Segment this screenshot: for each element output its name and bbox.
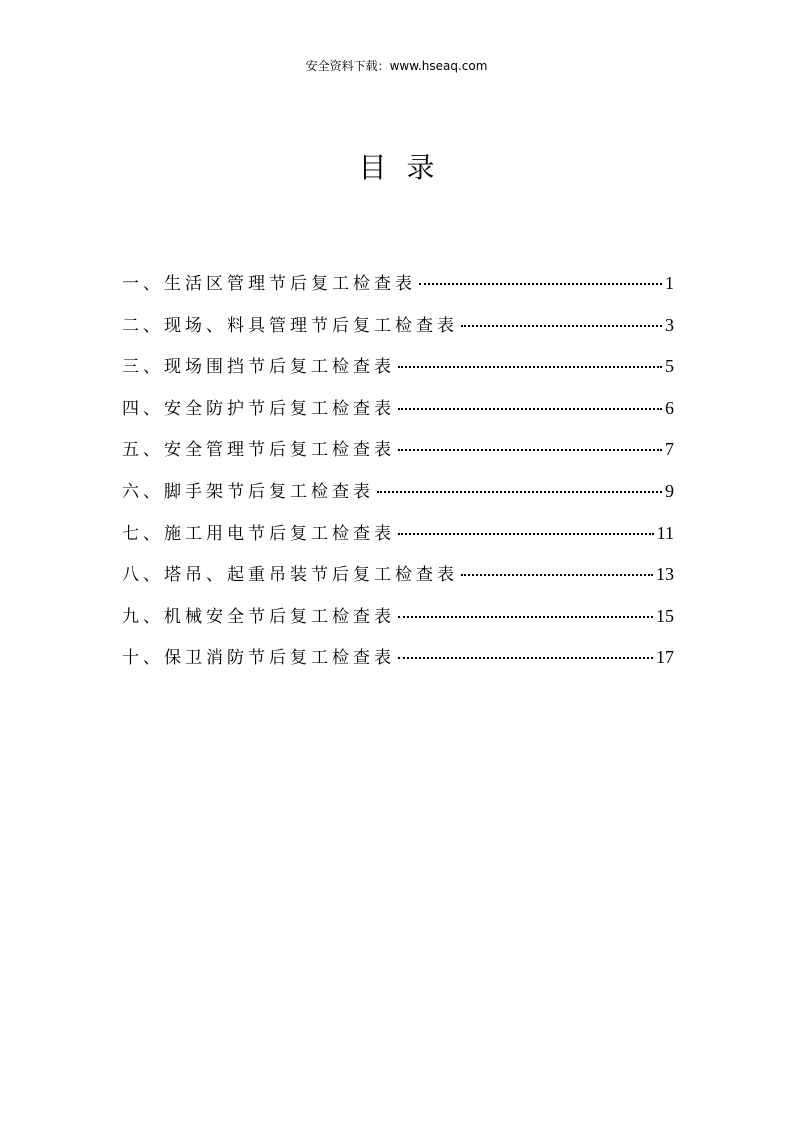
toc-entry-page: 17	[656, 647, 674, 668]
toc-entry-label: 五、安全管理节后复工检查表	[122, 440, 395, 461]
toc-entry-page: 3	[665, 314, 674, 335]
toc-entry[interactable]	[122, 561, 674, 603]
toc-entry-label: 十、保卫消防节后复工检查表	[122, 648, 395, 669]
toc-entry[interactable]	[122, 312, 674, 354]
toc-entry-label: 三、现场围挡节后复工检查表	[122, 357, 395, 378]
page-header: 安全资料下载：www.hseaq.com	[305, 59, 488, 73]
toc-leader-dots	[377, 491, 662, 493]
toc-leader-dots	[461, 325, 662, 327]
table-of-contents	[122, 270, 674, 686]
toc-entry-label: 八、塔吊、起重吊装节后复工检查表	[122, 565, 458, 586]
toc-entry[interactable]	[122, 436, 674, 478]
toc-leader-dots	[398, 616, 653, 618]
toc-entry-page: 7	[665, 439, 674, 460]
toc-entry[interactable]	[122, 520, 674, 562]
toc-entry-page: 13	[656, 564, 674, 585]
toc-leader-dots	[419, 283, 662, 285]
toc-entry-label: 四、安全防护节后复工检查表	[122, 398, 395, 419]
toc-leader-dots	[398, 657, 653, 659]
toc-entry[interactable]	[122, 270, 674, 312]
toc-entry[interactable]	[122, 395, 674, 437]
toc-entry[interactable]	[122, 603, 674, 645]
toc-entry-label: 一、生活区管理节后复工检查表	[122, 274, 416, 294]
toc-entry-page: 6	[665, 397, 674, 418]
toc-leader-dots	[461, 574, 653, 576]
toc-entry-label: 七、施工用电节后复工检查表	[122, 523, 395, 544]
toc-entry[interactable]	[122, 644, 674, 686]
toc-entry-page: 15	[656, 605, 674, 626]
toc-leader-dots	[398, 408, 662, 410]
toc-entry[interactable]	[122, 478, 674, 520]
toc-leader-dots	[398, 533, 654, 535]
toc-entry-page: 1	[665, 273, 674, 293]
toc-entry-page: 5	[665, 356, 674, 377]
toc-leader-dots	[398, 449, 662, 451]
toc-entry-label: 六、脚手架节后复工检查表	[122, 481, 374, 502]
toc-entry-label: 二、现场、料具管理节后复工检查表	[122, 315, 458, 336]
toc-leader-dots	[398, 366, 662, 368]
toc-entry-page: 11	[656, 522, 674, 543]
toc-entry[interactable]	[122, 353, 674, 395]
toc-entry-page: 9	[665, 480, 674, 501]
toc-entry-label: 九、机械安全节后复工检查表	[122, 606, 395, 627]
page-title: 目录	[358, 151, 455, 184]
